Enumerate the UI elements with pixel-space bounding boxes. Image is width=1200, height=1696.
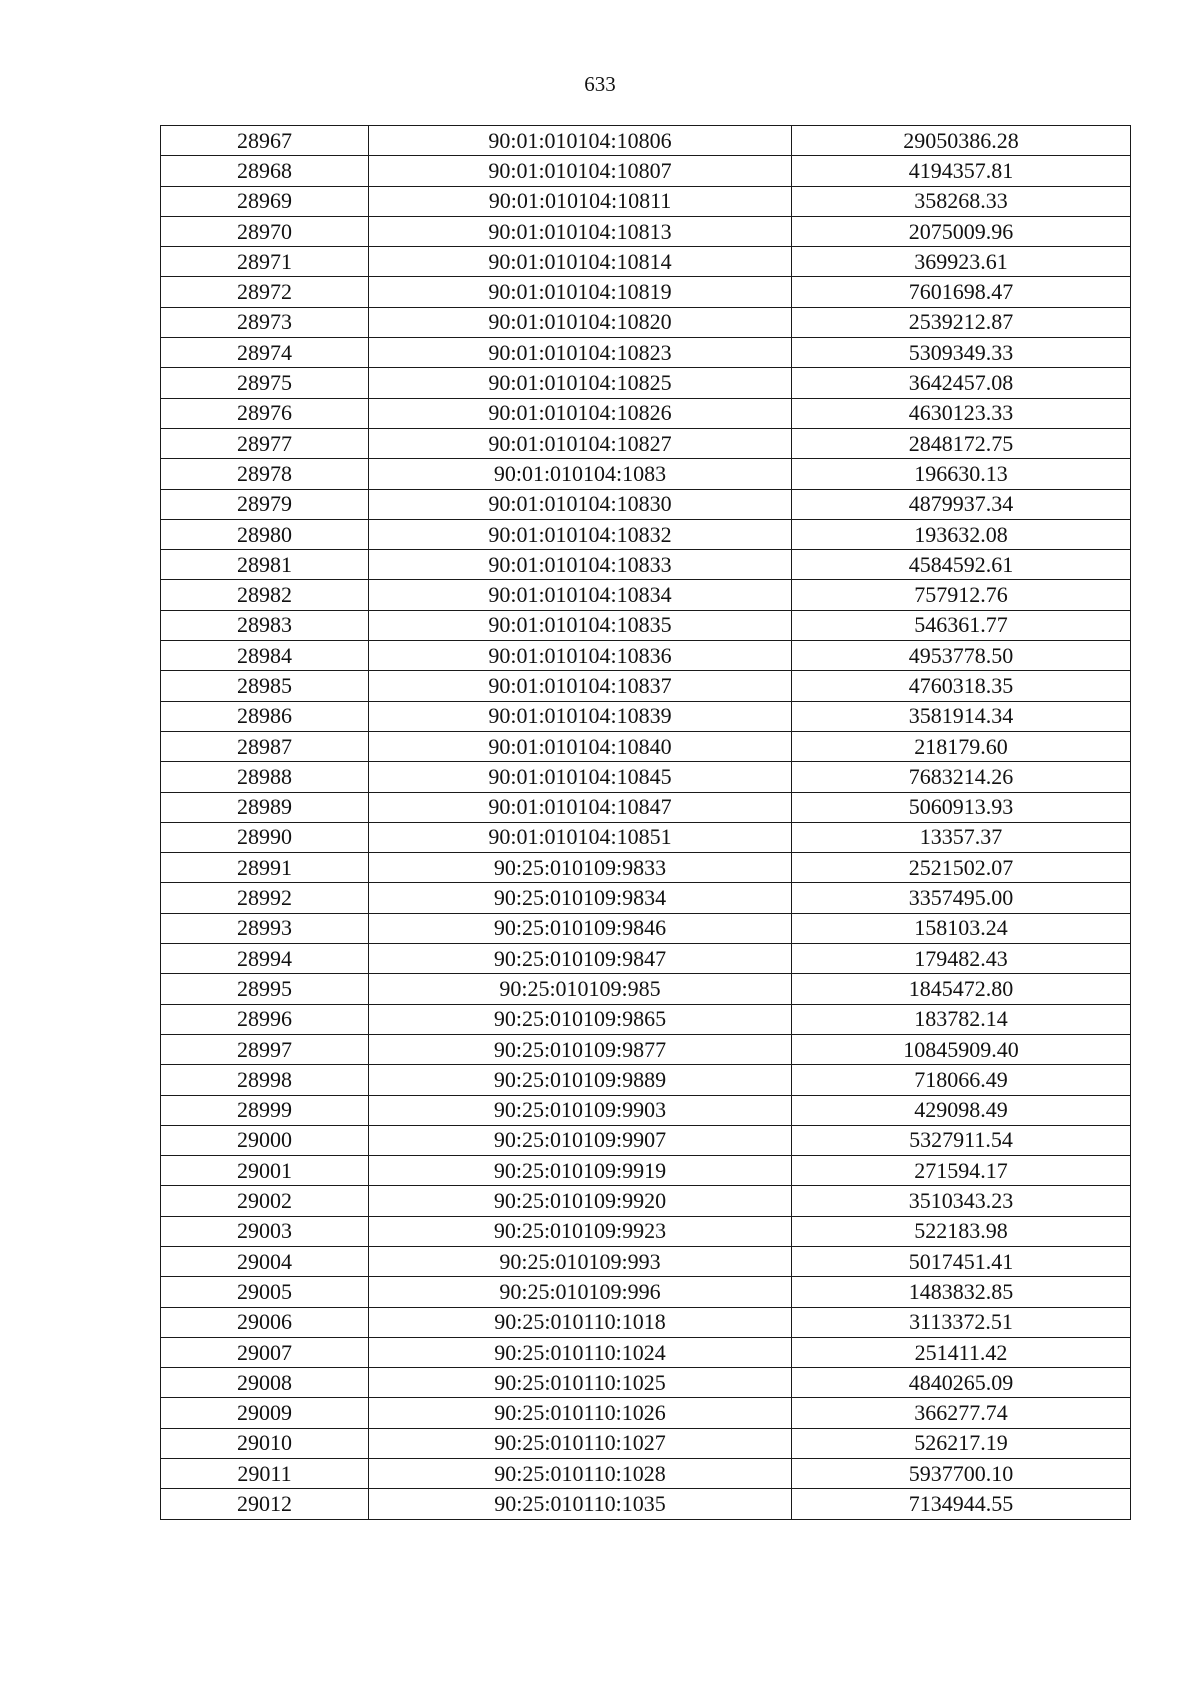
value-cell: 4630123.33 — [792, 398, 1131, 428]
row-number-cell: 28975 — [161, 368, 369, 398]
cadastral-number-cell: 90:25:010110:1028 — [369, 1459, 792, 1489]
cadastral-number-cell: 90:01:010104:10833 — [369, 550, 792, 580]
row-number-cell: 28976 — [161, 398, 369, 428]
row-number-cell: 28982 — [161, 580, 369, 610]
table-row — [161, 186, 1131, 216]
data-table — [160, 125, 1131, 1520]
table-row — [161, 974, 1131, 1004]
value-cell: 3642457.08 — [792, 368, 1131, 398]
value-cell: 183782.14 — [792, 1004, 1131, 1034]
row-number-cell: 28984 — [161, 641, 369, 671]
table-row — [161, 1368, 1131, 1398]
row-number-cell: 28978 — [161, 459, 369, 489]
row-number-cell: 29002 — [161, 1186, 369, 1216]
value-cell: 369923.61 — [792, 247, 1131, 277]
table-row — [161, 1186, 1131, 1216]
cadastral-number-cell: 90:01:010104:10813 — [369, 216, 792, 246]
value-cell: 5060913.93 — [792, 792, 1131, 822]
row-number-cell: 29003 — [161, 1216, 369, 1246]
cadastral-number-cell: 90:25:010109:993 — [369, 1246, 792, 1276]
row-number-cell: 28990 — [161, 822, 369, 852]
row-number-cell: 28977 — [161, 428, 369, 458]
table-row — [161, 398, 1131, 428]
value-cell: 2075009.96 — [792, 216, 1131, 246]
cadastral-number-cell: 90:01:010104:10839 — [369, 701, 792, 731]
value-cell: 2521502.07 — [792, 853, 1131, 883]
value-cell: 196630.13 — [792, 459, 1131, 489]
row-number-cell: 28993 — [161, 913, 369, 943]
row-number-cell: 29005 — [161, 1277, 369, 1307]
cadastral-number-cell: 90:01:010104:10820 — [369, 307, 792, 337]
table-row — [161, 1246, 1131, 1276]
row-number-cell: 28974 — [161, 338, 369, 368]
value-cell: 757912.76 — [792, 580, 1131, 610]
row-number-cell: 28971 — [161, 247, 369, 277]
table-row — [161, 1277, 1131, 1307]
row-number-cell: 28985 — [161, 671, 369, 701]
cadastral-number-cell: 90:01:010104:10823 — [369, 338, 792, 368]
table-row — [161, 1428, 1131, 1458]
table-row — [161, 338, 1131, 368]
cadastral-number-cell: 90:01:010104:10825 — [369, 368, 792, 398]
cadastral-number-cell: 90:01:010104:10851 — [369, 822, 792, 852]
value-cell: 271594.17 — [792, 1156, 1131, 1186]
table-row — [161, 580, 1131, 610]
row-number-cell: 28999 — [161, 1095, 369, 1125]
cadastral-number-cell: 90:25:010110:1025 — [369, 1368, 792, 1398]
value-cell: 546361.77 — [792, 610, 1131, 640]
table-row — [161, 1337, 1131, 1367]
value-cell: 29050386.28 — [792, 126, 1131, 156]
value-cell: 7601698.47 — [792, 277, 1131, 307]
row-number-cell: 28968 — [161, 156, 369, 186]
cadastral-number-cell: 90:01:010104:10806 — [369, 126, 792, 156]
value-cell: 10845909.40 — [792, 1034, 1131, 1064]
cadastral-number-cell: 90:25:010110:1026 — [369, 1398, 792, 1428]
cadastral-number-cell: 90:01:010104:10835 — [369, 610, 792, 640]
value-cell: 7683214.26 — [792, 762, 1131, 792]
table-row — [161, 156, 1131, 186]
table-row — [161, 853, 1131, 883]
value-cell: 5017451.41 — [792, 1246, 1131, 1276]
cadastral-number-cell: 90:01:010104:10811 — [369, 186, 792, 216]
table-row — [161, 247, 1131, 277]
row-number-cell: 29009 — [161, 1398, 369, 1428]
cadastral-number-cell: 90:01:010104:10826 — [369, 398, 792, 428]
value-cell: 13357.37 — [792, 822, 1131, 852]
cadastral-number-cell: 90:25:010109:9877 — [369, 1034, 792, 1064]
table-row — [161, 216, 1131, 246]
value-cell: 3357495.00 — [792, 883, 1131, 913]
cadastral-number-cell: 90:25:010109:9847 — [369, 944, 792, 974]
cadastral-number-cell: 90:01:010104:10834 — [369, 580, 792, 610]
value-cell: 4879937.34 — [792, 489, 1131, 519]
table-row — [161, 277, 1131, 307]
value-cell: 5327911.54 — [792, 1125, 1131, 1155]
table-row — [161, 126, 1131, 156]
cadastral-number-cell: 90:25:010109:9923 — [369, 1216, 792, 1246]
row-number-cell: 29012 — [161, 1489, 369, 1519]
value-cell: 7134944.55 — [792, 1489, 1131, 1519]
value-cell: 366277.74 — [792, 1398, 1131, 1428]
value-cell: 4194357.81 — [792, 156, 1131, 186]
cadastral-number-cell: 90:25:010109:9846 — [369, 913, 792, 943]
cadastral-number-cell: 90:25:010109:9920 — [369, 1186, 792, 1216]
value-cell: 3581914.34 — [792, 701, 1131, 731]
row-number-cell: 28989 — [161, 792, 369, 822]
table-row — [161, 368, 1131, 398]
value-cell: 4840265.09 — [792, 1368, 1131, 1398]
cadastral-number-cell: 90:01:010104:1083 — [369, 459, 792, 489]
cadastral-number-cell: 90:25:010109:9903 — [369, 1095, 792, 1125]
row-number-cell: 29007 — [161, 1337, 369, 1367]
cadastral-number-cell: 90:01:010104:10832 — [369, 519, 792, 549]
table-row — [161, 1216, 1131, 1246]
table-row — [161, 1459, 1131, 1489]
row-number-cell: 29000 — [161, 1125, 369, 1155]
cadastral-number-cell: 90:25:010109:9834 — [369, 883, 792, 913]
table-row — [161, 550, 1131, 580]
cadastral-number-cell: 90:01:010104:10845 — [369, 762, 792, 792]
row-number-cell: 28986 — [161, 701, 369, 731]
value-cell: 1483832.85 — [792, 1277, 1131, 1307]
row-number-cell: 28980 — [161, 519, 369, 549]
row-number-cell: 28967 — [161, 126, 369, 156]
value-cell: 5937700.10 — [792, 1459, 1131, 1489]
table-row — [161, 1125, 1131, 1155]
row-number-cell: 29006 — [161, 1307, 369, 1337]
cadastral-number-cell: 90:25:010109:9865 — [369, 1004, 792, 1034]
row-number-cell: 28981 — [161, 550, 369, 580]
row-number-cell: 28987 — [161, 731, 369, 761]
row-number-cell: 29010 — [161, 1428, 369, 1458]
cadastral-number-cell: 90:25:010109:9919 — [369, 1156, 792, 1186]
value-cell: 4760318.35 — [792, 671, 1131, 701]
table-row — [161, 610, 1131, 640]
cadastral-number-cell: 90:01:010104:10830 — [369, 489, 792, 519]
row-number-cell: 28994 — [161, 944, 369, 974]
value-cell: 4953778.50 — [792, 641, 1131, 671]
cadastral-number-cell: 90:25:010110:1024 — [369, 1337, 792, 1367]
row-number-cell: 29004 — [161, 1246, 369, 1276]
table-row — [161, 307, 1131, 337]
cadastral-number-cell: 90:01:010104:10827 — [369, 428, 792, 458]
cadastral-number-cell: 90:25:010109:985 — [369, 974, 792, 1004]
row-number-cell: 28995 — [161, 974, 369, 1004]
value-cell: 179482.43 — [792, 944, 1131, 974]
value-cell: 3510343.23 — [792, 1186, 1131, 1216]
cadastral-number-cell: 90:25:010109:9833 — [369, 853, 792, 883]
cadastral-number-cell: 90:01:010104:10836 — [369, 641, 792, 671]
row-number-cell: 29011 — [161, 1459, 369, 1489]
table-row — [161, 1034, 1131, 1064]
table-row — [161, 1398, 1131, 1428]
cadastral-number-cell: 90:01:010104:10840 — [369, 731, 792, 761]
page-number: 633 — [584, 72, 616, 96]
cadastral-number-cell: 90:25:010109:996 — [369, 1277, 792, 1307]
table-row — [161, 913, 1131, 943]
value-cell: 2848172.75 — [792, 428, 1131, 458]
row-number-cell: 28998 — [161, 1065, 369, 1095]
cadastral-number-cell: 90:25:010110:1027 — [369, 1428, 792, 1458]
row-number-cell: 28991 — [161, 853, 369, 883]
row-number-cell: 29008 — [161, 1368, 369, 1398]
table-row — [161, 489, 1131, 519]
table-row — [161, 883, 1131, 913]
value-cell: 4584592.61 — [792, 550, 1131, 580]
row-number-cell: 28983 — [161, 610, 369, 640]
table-row — [161, 1004, 1131, 1034]
value-cell: 251411.42 — [792, 1337, 1131, 1367]
value-cell: 5309349.33 — [792, 338, 1131, 368]
table-body — [161, 126, 1131, 1520]
table-row — [161, 731, 1131, 761]
row-number-cell: 28969 — [161, 186, 369, 216]
table-row — [161, 1489, 1131, 1519]
table-row — [161, 519, 1131, 549]
cadastral-number-cell: 90:01:010104:10837 — [369, 671, 792, 701]
table-row — [161, 701, 1131, 731]
table-row — [161, 671, 1131, 701]
value-cell: 522183.98 — [792, 1216, 1131, 1246]
row-number-cell: 28996 — [161, 1004, 369, 1034]
value-cell: 193632.08 — [792, 519, 1131, 549]
value-cell: 526217.19 — [792, 1428, 1131, 1458]
value-cell: 2539212.87 — [792, 307, 1131, 337]
cadastral-number-cell: 90:25:010109:9907 — [369, 1125, 792, 1155]
cadastral-number-cell: 90:01:010104:10807 — [369, 156, 792, 186]
table-row — [161, 762, 1131, 792]
row-number-cell: 28979 — [161, 489, 369, 519]
row-number-cell: 28992 — [161, 883, 369, 913]
value-cell: 158103.24 — [792, 913, 1131, 943]
table-row — [161, 1095, 1131, 1125]
row-number-cell: 29001 — [161, 1156, 369, 1186]
row-number-cell: 28997 — [161, 1034, 369, 1064]
cadastral-number-cell: 90:01:010104:10847 — [369, 792, 792, 822]
cadastral-number-cell: 90:25:010110:1018 — [369, 1307, 792, 1337]
value-cell: 1845472.80 — [792, 974, 1131, 1004]
row-number-cell: 28973 — [161, 307, 369, 337]
row-number-cell: 28970 — [161, 216, 369, 246]
value-cell: 358268.33 — [792, 186, 1131, 216]
table-row — [161, 1156, 1131, 1186]
row-number-cell: 28988 — [161, 762, 369, 792]
table-row — [161, 792, 1131, 822]
table-row — [161, 1065, 1131, 1095]
value-cell: 429098.49 — [792, 1095, 1131, 1125]
cadastral-number-cell: 90:25:010110:1035 — [369, 1489, 792, 1519]
value-cell: 718066.49 — [792, 1065, 1131, 1095]
table-row — [161, 822, 1131, 852]
table-row — [161, 944, 1131, 974]
cadastral-number-cell: 90:25:010109:9889 — [369, 1065, 792, 1095]
table-row — [161, 428, 1131, 458]
cadastral-number-cell: 90:01:010104:10819 — [369, 277, 792, 307]
table-row — [161, 641, 1131, 671]
table-row — [161, 459, 1131, 489]
table-row — [161, 1307, 1131, 1337]
value-cell: 3113372.51 — [792, 1307, 1131, 1337]
cadastral-number-cell: 90:01:010104:10814 — [369, 247, 792, 277]
value-cell: 218179.60 — [792, 731, 1131, 761]
row-number-cell: 28972 — [161, 277, 369, 307]
